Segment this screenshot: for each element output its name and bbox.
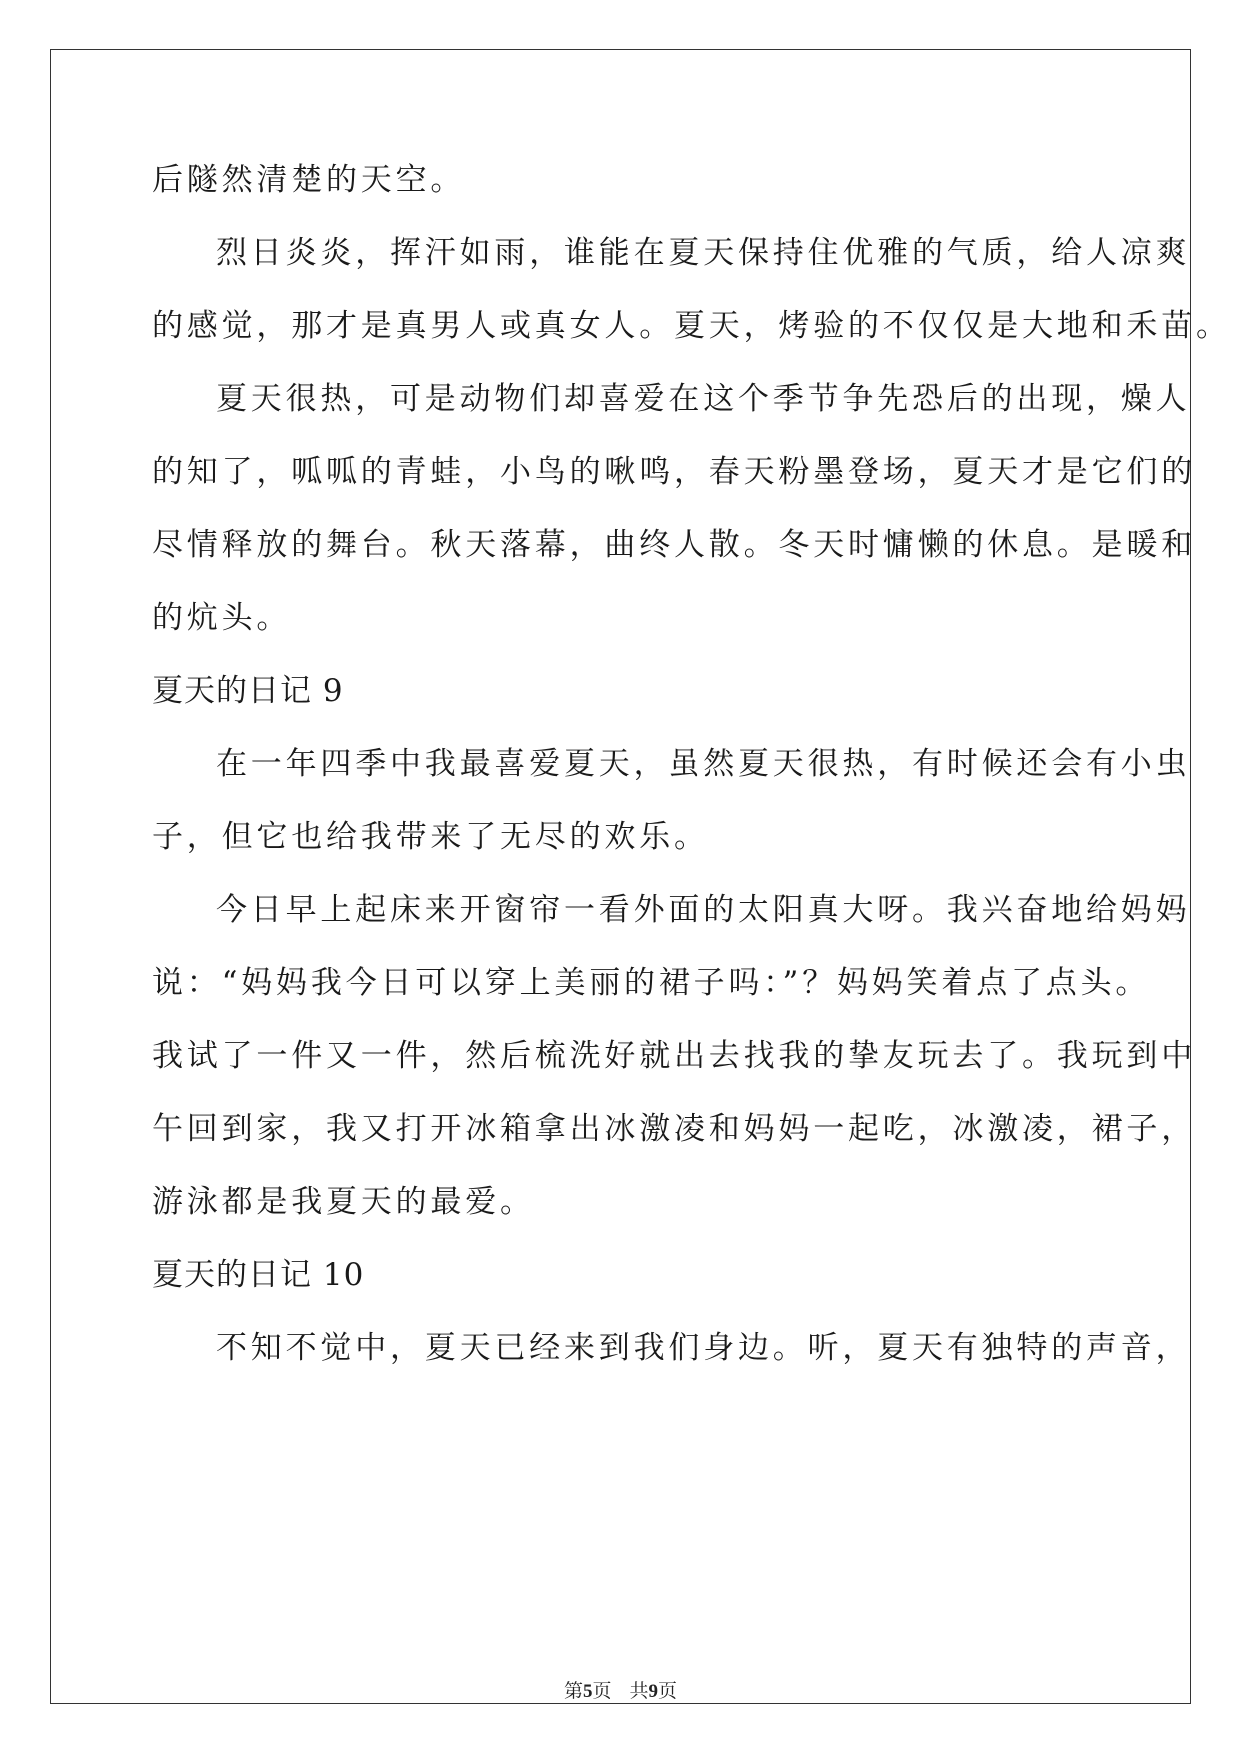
paragraph-line: 夏天很热，可是动物们却喜爱在这个季节争先恐后的出现，燥人 (216, 381, 1191, 417)
paragraph-line: 的感觉，那才是真男人或真女人。夏天，烤验的不仅仅是大地和禾苗。 (152, 308, 1231, 344)
page-border (50, 49, 1191, 1704)
paragraph-line: 午回到家，我又打开冰箱拿出冰激凌和妈妈一起吃，冰激凌，裙子， (152, 1111, 1196, 1147)
paragraph-line: 烈日炎炎，挥汗如雨，谁能在夏天保持住优雅的气质，给人凉爽 (216, 235, 1191, 271)
paragraph-line: 说：“妈妈我今日可以穿上美丽的裙子吗：”？妈妈笑着点了点头。 (152, 965, 1151, 1001)
paragraph-line: 我试了一件又一件，然后梳洗好就出去找我的挚友玩去了。我玩到中 (152, 1038, 1196, 1074)
section-heading: 夏天的日记 9 (152, 673, 344, 709)
paragraph-line: 的炕头。 (152, 600, 292, 636)
paragraph-line: 游泳都是我夏天的最爱。 (152, 1184, 535, 1220)
paragraph-line: 子，但它也给我带来了无尽的欢乐。 (152, 819, 709, 855)
paragraph-line: 后隧然清楚的天空。 (152, 162, 466, 198)
total-prefix: 共 (629, 1681, 649, 1702)
paragraph-line: 的知了，呱呱的青蛙，小鸟的啾鸣，春天粉墨登场，夏天才是它们的 (152, 454, 1196, 490)
current-page-number: 5 (582, 1681, 593, 1702)
page-footer (0, 1676, 1241, 1703)
page-prefix: 第 (563, 1681, 583, 1702)
total-page-number: 9 (648, 1681, 659, 1702)
paragraph-line: 在一年四季中我最喜爱夏天，虽然夏天很热，有时候还会有小虫 (216, 746, 1191, 782)
page-suffix: 页 (592, 1681, 612, 1702)
paragraph-line: 今日早上起床来开窗帘一看外面的太阳真大呀。我兴奋地给妈妈 (216, 892, 1191, 928)
paragraph-line: 不知不觉中，夏天已经来到我们身边。听，夏天有独特的声音， (216, 1330, 1191, 1366)
section-heading: 夏天的日记 10 (152, 1257, 365, 1293)
total-suffix: 页 (658, 1681, 678, 1702)
paragraph-line: 尽情释放的舞台。秋天落幕，曲终人散。冬天时慵懒的休息。是暖和 (152, 527, 1196, 563)
